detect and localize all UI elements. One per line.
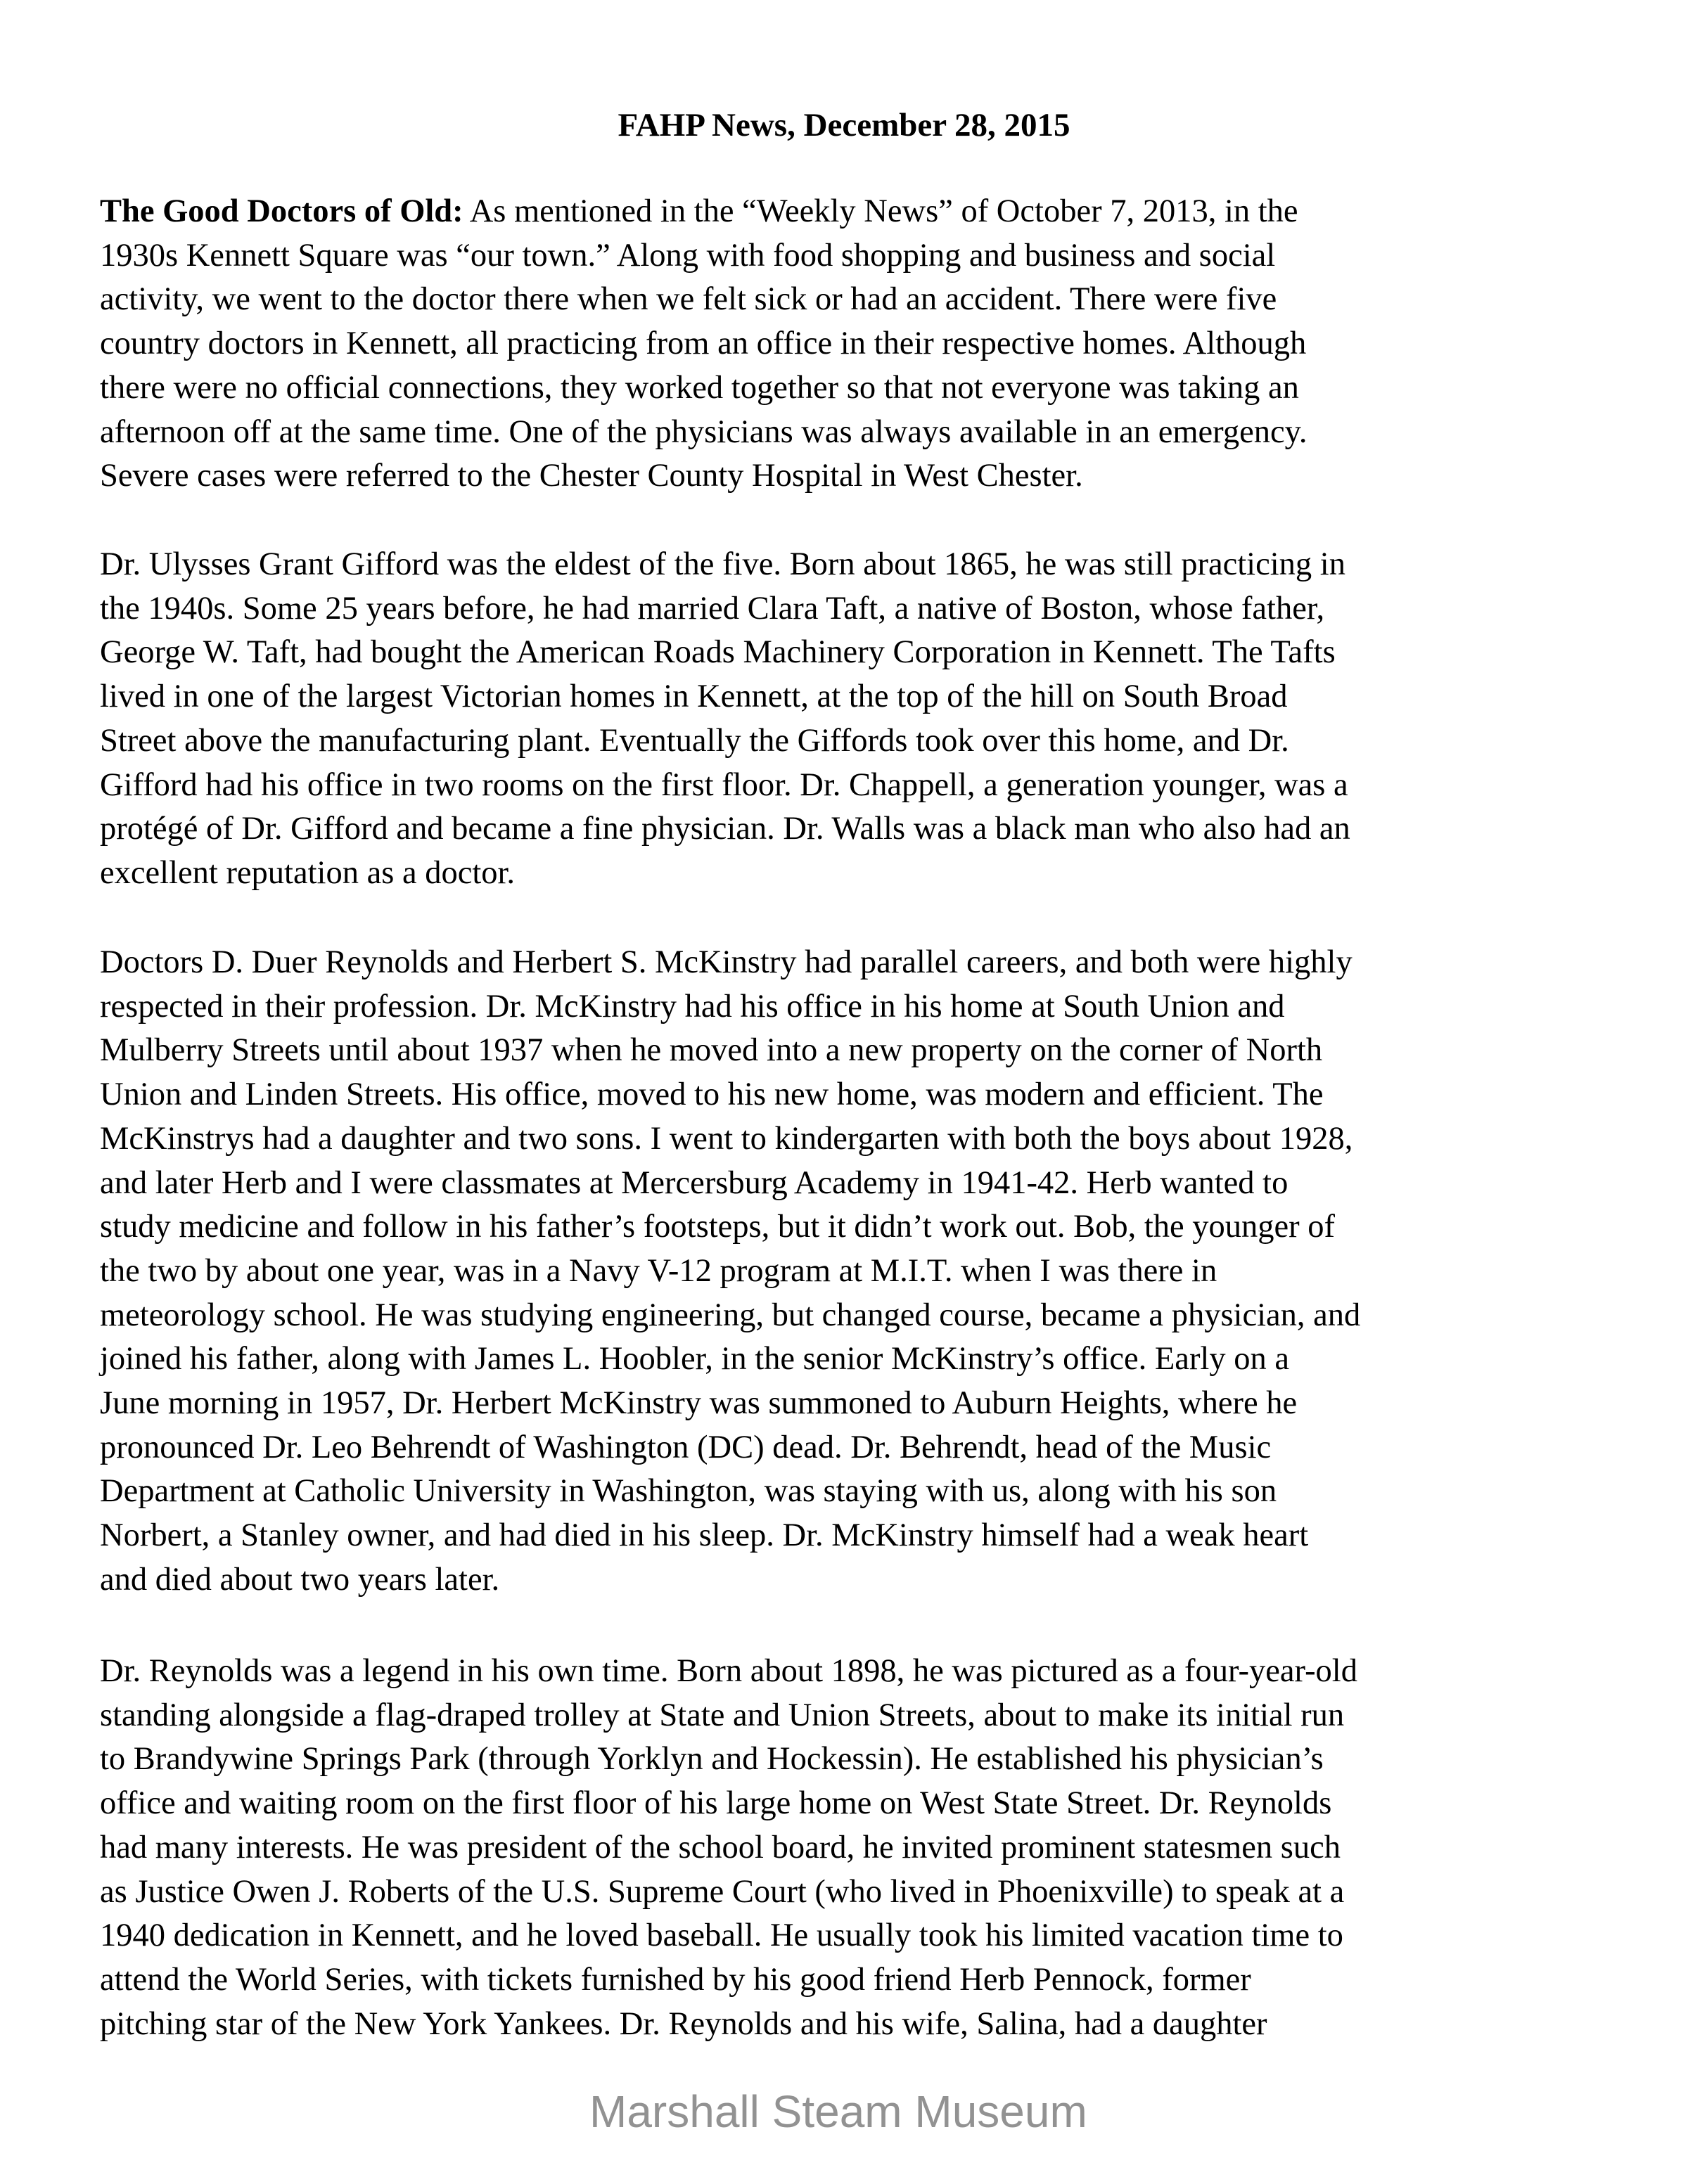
line-text: Norbert, a Stanley owner, and had died in his sleep. Dr. McKinstry himself had a weak heart: [100, 1517, 1309, 1554]
line-text: George W. Taft, had bought the American Roads Machinery Corporation in Kennett. The Tafts: [100, 634, 1336, 671]
line-text: joined his father, along with James L. Hoobler, in the senior McKinstry’s office. Early on a: [100, 1341, 1289, 1377]
text-line: [100, 1737, 1357, 1782]
text-line: [100, 1514, 1360, 1558]
line-text: activity, we went to the doctor there when we felt sick or had an accident. There were five: [100, 281, 1277, 318]
paragraph: [100, 190, 1307, 499]
line-text: attend the World Series, with tickets furnished by his good friend Herb Pennock, former: [100, 1961, 1251, 1998]
document-title: FAHP News, December 28, 2015: [618, 107, 1070, 143]
text-line: [100, 234, 1307, 278]
line-text: the 1940s. Some 25 years before, he had married Clara Taft, a native of Boston, whose father,: [100, 590, 1325, 627]
line-text: As mentioned in the “Weekly News” of October 7, 2013, in the: [463, 193, 1298, 229]
text-line: [100, 1382, 1360, 1426]
line-text: meteorology school. He was studying engineering, but changed course, became a physician, and: [100, 1297, 1361, 1333]
text-line: [100, 1162, 1360, 1206]
text-line: [100, 278, 1307, 322]
line-text: June morning in 1957, Dr. Herbert McKinstry was summoned to Auburn Heights, where he: [100, 1385, 1298, 1422]
text-line: [100, 1914, 1357, 1958]
text-line: [100, 1558, 1360, 1602]
text-line: [100, 1694, 1357, 1738]
line-text: 1940 dedication in Kennett, and he loved baseball. He usually took his limited vacation time to: [100, 1918, 1343, 1954]
line-text: there were no official connections, they worked together so that not everyone was taking an: [100, 369, 1299, 406]
line-text: Doctors D. Duer Reynolds and Herbert S. McKinstry had parallel careers, and both were highly: [100, 944, 1353, 980]
line-text: Department at Catholic University in Washington, was staying with us, along with his son: [100, 1473, 1277, 1510]
line-text: Mulberry Streets until about 1937 when he moved into a new property on the corner of North: [100, 1032, 1323, 1069]
text-line: [100, 2003, 1357, 2047]
text-line: [100, 1250, 1360, 1294]
line-text: Dr. Reynolds was a legend in his own time. Born about 1898, he was pictured as a four-year-old: [100, 1653, 1357, 1689]
line-text: study medicine and follow in his father’s footsteps, but it didn’t work out. Bob, the younger of: [100, 1209, 1336, 1245]
section-heading: The Good Doctors of Old:: [100, 193, 463, 229]
text-line: [100, 1650, 1357, 1694]
text-line: [100, 1294, 1360, 1338]
text-line: [100, 1870, 1357, 1915]
line-text: respected in their profession. Dr. McKinstry had his office in his home at South Union and: [100, 988, 1285, 1024]
line-text: office and waiting room on the first floor of his large home on West State Street. Dr. Reynolds: [100, 1785, 1332, 1822]
text-line: [100, 1782, 1357, 1826]
text-line: [100, 1426, 1360, 1470]
text-line: [100, 1470, 1360, 1514]
text-line: [100, 322, 1307, 366]
text-line: [100, 764, 1350, 808]
line-text: pronounced Dr. Leo Behrendt of Washington (DC) dead. Dr. Behrendt, head of the Music: [100, 1429, 1272, 1465]
line-text: Gifford had his office in two rooms on the first floor. Dr. Chappell, a generation younger, was a: [100, 766, 1348, 803]
text-line: [100, 190, 1307, 234]
text-line: [100, 1029, 1360, 1073]
line-text: Dr. Ulysses Grant Gifford was the eldest of the five. Born about 1865, he was still practicing in: [100, 546, 1345, 582]
line-text: lived in one of the largest Victorian homes in Kennett, at the top of the hill on South Broad: [100, 679, 1288, 715]
text-line: [100, 1073, 1360, 1117]
paragraph: [100, 941, 1360, 1602]
line-text: excellent reputation as a doctor.: [100, 854, 516, 891]
text-line: [100, 1337, 1360, 1382]
line-text: as Justice Owen J. Roberts of the U.S. Supreme Court (who lived in Phoenixville) to speak at a: [100, 1873, 1345, 1910]
line-text: 1930s Kennett Square was “our town.” Along with food shopping and business and social: [100, 237, 1276, 274]
line-text: pitching star of the New York Yankees. Dr. Reynolds and his wife, Salina, had a daughter: [100, 2005, 1267, 2042]
text-line: [100, 631, 1350, 675]
text-line: [100, 587, 1350, 631]
line-text: Union and Linden Streets. His office, moved to his new home, was modern and efficient. The: [100, 1077, 1324, 1113]
text-line: [100, 454, 1307, 499]
text-line: [100, 1958, 1357, 2003]
text-line: [100, 852, 1350, 896]
line-text: afternoon off at the same time. One of the physicians was always available in an emergency.: [100, 413, 1307, 450]
paragraph: [100, 543, 1350, 896]
line-text: protégé of Dr. Gifford and became a fine physician. Dr. Walls was a black man who also had an: [100, 811, 1350, 847]
text-line: [100, 807, 1350, 852]
line-text: Street above the manufacturing plant. Eventually the Giffords took over this home, and Dr.: [100, 722, 1289, 759]
text-line: [100, 941, 1360, 985]
line-text: to Brandywine Springs Park (through Yorklyn and Hockessin). He established his physician’s: [100, 1741, 1324, 1778]
paragraph: [100, 1650, 1357, 2046]
text-line: [100, 1117, 1360, 1162]
text-line: [100, 675, 1350, 719]
line-text: and later Herb and I were classmates at Mercersburg Academy in 1941-42. Herb wanted to: [100, 1164, 1289, 1201]
text-line: [100, 1826, 1357, 1870]
text-line: [100, 543, 1350, 587]
line-text: and died about two years later.: [100, 1561, 500, 1598]
text-line: [100, 719, 1350, 764]
text-line: [100, 1205, 1360, 1250]
line-text: had many interests. He was president of the school board, he invited prominent statesmen such: [100, 1829, 1341, 1865]
watermark: Marshall Steam Museum: [589, 2086, 1087, 2137]
line-text: country doctors in Kennett, all practicing from an office in their respective homes. Although: [100, 326, 1307, 362]
text-line: [100, 411, 1307, 455]
line-text: the two by about one year, was in a Navy V-12 program at M.I.T. when I was there in: [100, 1252, 1217, 1289]
line-text: McKinstrys had a daughter and two sons. I went to kindergarten with both the boys about 1928,: [100, 1120, 1353, 1157]
line-text: standing alongside a flag-draped trolley at State and Union Streets, about to make its initial run: [100, 1697, 1345, 1733]
line-text: Severe cases were referred to the Chester County Hospital in West Chester.: [100, 458, 1083, 494]
text-line: [100, 985, 1360, 1029]
text-line: [100, 366, 1307, 411]
